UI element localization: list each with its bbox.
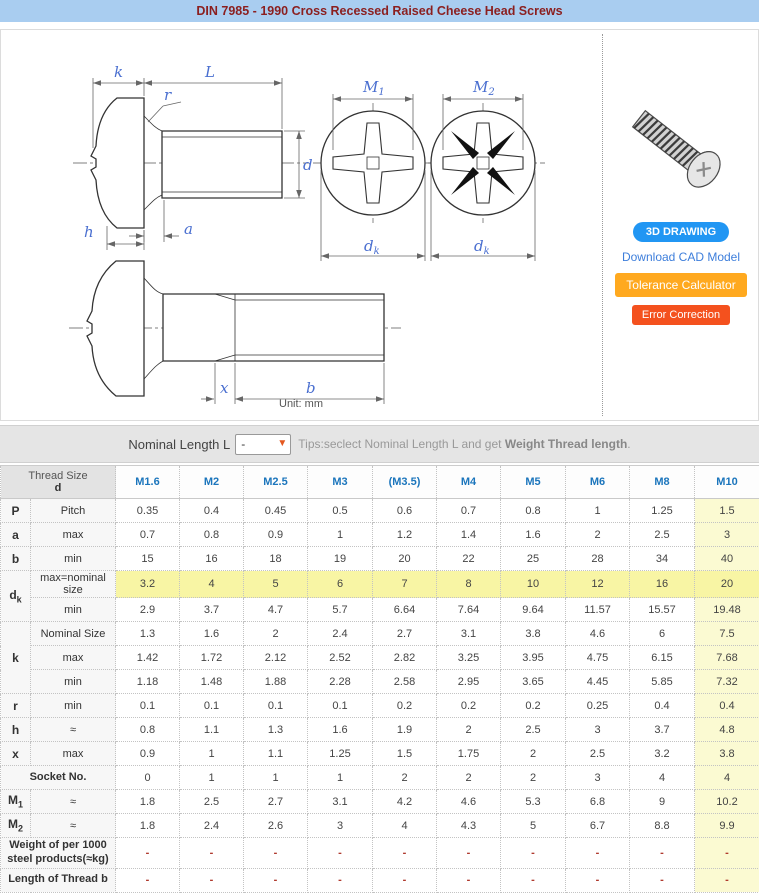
table-cell: 0.4 [695,694,759,718]
tips-prefix: Tips:seclect Nominal Length L and get [298,437,505,451]
side-view-top [73,63,313,250]
nominal-length-select[interactable] [235,434,291,455]
table-cell: 40 [695,547,759,571]
thread-size-line2: d [3,482,113,494]
table-cell: 2.4 [308,622,373,646]
table-cell: 0.2 [437,694,501,718]
table-cell: 7 [373,571,437,598]
table-cell: 0.7 [437,499,501,523]
tips-bold: Weight Thread length [505,437,627,451]
table-cell: - [308,838,373,869]
table-cell: - [244,838,308,869]
table-cell: 0.8 [180,523,244,547]
table-cell: 1.2 [373,523,437,547]
table-cell: 2.5 [566,742,630,766]
row-label: ≈ [31,814,116,838]
table-cell: - [566,868,630,892]
row-label: Length of Thread b [1,868,116,892]
row-label: Weight of per 1000 steel products(≈kg) [1,838,116,869]
row-symbol: $M_2$ [1,814,31,838]
table-cell: 1.25 [630,499,695,523]
download-cad-link[interactable]: Download CAD Model [622,250,740,264]
table-cell: 22 [437,547,501,571]
table-cell: 4.2 [373,790,437,814]
table-cell: 7.5 [695,622,759,646]
table-cell: 2.95 [437,670,501,694]
table-cell: - [501,838,566,869]
column-header: M4 [437,466,501,499]
dim-label-k: k [114,63,123,81]
table-cell: 7.68 [695,646,759,670]
column-header: M2 [180,466,244,499]
table-cell: 3 [566,766,630,790]
table-cell: 7.32 [695,670,759,694]
row-symbol: $M_1$ [1,790,31,814]
table-row [1,499,759,523]
column-header: M10 [695,466,759,499]
table-cell: 3.8 [501,622,566,646]
table-cell: 5 [244,571,308,598]
table-cell: 3.8 [695,742,759,766]
header-row [1,466,759,499]
table-cell: 2 [501,742,566,766]
dim-label-m2: $M_2$ [472,78,495,98]
column-header: M3 [308,466,373,499]
column-header: M1.6 [116,466,180,499]
row-label: Socket No. [1,766,116,790]
table-cell: 2 [437,718,501,742]
table-cell: 2.7 [373,622,437,646]
table-cell: 1.5 [695,499,759,523]
table-cell: 1.4 [437,523,501,547]
table-cell: - [116,868,180,892]
table-cell: 1.8 [116,790,180,814]
table-cell: 0.1 [244,694,308,718]
table-cell: 9 [630,790,695,814]
side-panel [604,30,758,420]
row-symbol: k [1,622,31,694]
spec-table [0,465,759,893]
table-cell: 1 [308,766,373,790]
table-cell: 0.9 [244,523,308,547]
screw-photo [620,102,742,214]
dim-label-a: a [184,220,193,238]
table-cell: 6.7 [566,814,630,838]
column-header: (M3.5) [373,466,437,499]
table-cell: 1.42 [116,646,180,670]
row-label: min [31,547,116,571]
table-cell: 2 [566,523,630,547]
table-cell: - [630,838,695,869]
table-cell: 2 [373,766,437,790]
tips-suffix: . [627,437,630,451]
table-cell: 1.6 [501,523,566,547]
table-cell: 9.64 [501,598,566,622]
dim-label-r: r [164,86,172,104]
table-cell: 4.6 [566,622,630,646]
table-cell: 16 [630,571,695,598]
table-row [1,718,759,742]
table-cell: - [180,868,244,892]
table-cell: 3.1 [437,622,501,646]
head-front-view-pozidriv [425,78,545,261]
table-cell: 6.64 [373,598,437,622]
dim-label-x: x [220,379,229,397]
table-cell: 0.8 [501,499,566,523]
table-cell: 1.25 [308,742,373,766]
table-cell: 1.88 [244,670,308,694]
table-cell: 2.5 [630,523,695,547]
thread-size-line1: Thread Size [3,470,113,482]
table-cell: 0.9 [116,742,180,766]
3d-drawing-button[interactable]: 3D DRAWING [633,222,729,242]
dim-label-b: b [306,379,316,397]
table-cell: - [373,838,437,869]
table-row [1,547,759,571]
row-symbol: b [1,547,31,571]
table-cell: 3.95 [501,646,566,670]
table-cell: 16 [180,547,244,571]
head-front-view-phillips [313,78,435,261]
table-cell: 0.8 [116,718,180,742]
table-cell: 4.75 [566,646,630,670]
table-cell: - [566,838,630,869]
table-cell: 1 [308,523,373,547]
row-label: max [31,742,116,766]
table-cell: - [373,868,437,892]
table-cell: 4.8 [695,718,759,742]
row-label: min [31,670,116,694]
table-cell: 2 [437,766,501,790]
tolerance-calculator-button[interactable]: Tolerance Calculator [615,273,747,297]
tips-text [298,437,630,451]
nominal-length-select-wrap [235,434,291,455]
table-cell: 4.3 [437,814,501,838]
table-cell: 5 [501,814,566,838]
table-cell: 5.7 [308,598,373,622]
table-cell: 4.45 [566,670,630,694]
table-cell: 0.1 [180,694,244,718]
table-cell: 0.6 [373,499,437,523]
table-row [1,694,759,718]
table-cell: 2.4 [180,814,244,838]
nominal-length-bar [0,425,759,463]
table-cell: 0.4 [180,499,244,523]
table-cell: 12 [566,571,630,598]
table-cell: - [308,868,373,892]
table-cell: 3 [566,718,630,742]
table-cell: - [630,868,695,892]
table-cell: 2.58 [373,670,437,694]
table-cell: 18 [244,547,308,571]
dim-label-L: L [204,63,215,81]
table-cell: 1.8 [116,814,180,838]
table-cell: 19.48 [695,598,759,622]
table-cell: 0.1 [116,694,180,718]
table-row [1,742,759,766]
table-cell: 4 [373,814,437,838]
table-cell: 1 [180,766,244,790]
table-cell: 1.3 [116,622,180,646]
row-symbol: h [1,718,31,742]
table-cell: 15.57 [630,598,695,622]
table-cell: 10 [501,571,566,598]
table-cell: 0.2 [373,694,437,718]
table-cell: 2.5 [501,718,566,742]
table-cell: 2.5 [180,790,244,814]
table-cell: 1.6 [180,622,244,646]
dim-label-d: d [303,156,313,174]
table-cell: 4 [695,766,759,790]
table-cell: 9.9 [695,814,759,838]
nominal-length-label: Nominal Length L [128,437,230,452]
table-cell: 1.48 [180,670,244,694]
table-cell: 4.6 [437,790,501,814]
table-cell: 1.5 [373,742,437,766]
table-cell: 2.28 [308,670,373,694]
table-cell: 34 [630,547,695,571]
row-label: max [31,646,116,670]
table-cell: 4.7 [244,598,308,622]
column-header: M8 [630,466,695,499]
column-header: M6 [566,466,630,499]
table-row [1,523,759,547]
table-row [1,622,759,646]
row-label: ≈ [31,718,116,742]
table-cell: 19 [308,547,373,571]
table-cell: 1 [244,766,308,790]
row-symbol: x [1,742,31,766]
table-cell: - [244,868,308,892]
table-cell: 6 [308,571,373,598]
side-view-bottom [69,261,401,404]
table-row [1,868,759,892]
table-cell: - [501,868,566,892]
table-cell: 2.6 [244,814,308,838]
spec-table-body [1,499,759,893]
table-row [1,838,759,869]
page-title: DIN 7985 - 1990 Cross Recessed Raised Cheese Head Screws [0,0,759,22]
table-cell: - [116,838,180,869]
table-row [1,670,759,694]
row-label: min [31,694,116,718]
table-cell: 3.1 [308,790,373,814]
table-cell: - [180,838,244,869]
table-cell: 10.2 [695,790,759,814]
table-cell: 5.85 [630,670,695,694]
table-cell: 1.3 [244,718,308,742]
row-label: Nominal Size [31,622,116,646]
table-row [1,814,759,838]
table-cell: - [437,838,501,869]
table-cell: 3 [695,523,759,547]
table-cell: - [695,868,759,892]
table-cell: 20 [373,547,437,571]
table-cell: 1.1 [244,742,308,766]
error-correction-button[interactable]: Error Correction [632,305,730,325]
table-cell: 15 [116,547,180,571]
table-cell: 6 [630,622,695,646]
row-label: max=nominal size [31,571,116,598]
table-cell: 0.45 [244,499,308,523]
table-cell: 0.25 [566,694,630,718]
table-cell: 20 [695,571,759,598]
table-cell: - [695,838,759,869]
table-row [1,790,759,814]
table-cell: 4 [630,766,695,790]
dim-label-dk-left: $d_k$ [364,237,380,257]
thread-size-header [1,466,116,499]
table-cell: 2.9 [116,598,180,622]
table-cell: 3.2 [630,742,695,766]
table-cell: 0.1 [308,694,373,718]
table-cell: 2.12 [244,646,308,670]
table-cell: 1.9 [373,718,437,742]
drawing-panel [0,29,759,421]
table-cell: 2.52 [308,646,373,670]
table-cell: 0.7 [116,523,180,547]
table-cell: 0.2 [501,694,566,718]
chevron-down-icon: ▼ [277,438,287,449]
table-cell: 1 [180,742,244,766]
row-label: ≈ [31,790,116,814]
table-cell: 5.3 [501,790,566,814]
table-cell: 3.65 [501,670,566,694]
table-cell: 3.25 [437,646,501,670]
table-cell: 25 [501,547,566,571]
dim-label-dk-right: $d_k$ [474,237,490,257]
table-cell: 11.57 [566,598,630,622]
table-cell: 2 [501,766,566,790]
unit-label: Unit: mm [1,398,601,410]
row-label: Pitch [31,499,116,523]
row-symbol: r [1,694,31,718]
table-cell: 1.18 [116,670,180,694]
table-cell: 6.8 [566,790,630,814]
table-cell: 3.7 [630,718,695,742]
table-cell: 3.2 [116,571,180,598]
column-header: M2.5 [244,466,308,499]
table-row [1,571,759,598]
table-cell: 0.5 [308,499,373,523]
row-label: max [31,523,116,547]
table-row [1,766,759,790]
table-cell: 28 [566,547,630,571]
row-symbol: $d_k$ [1,571,31,622]
table-cell: 0.35 [116,499,180,523]
table-cell: 6.15 [630,646,695,670]
dim-label-h: h [84,223,94,241]
table-cell: 2.82 [373,646,437,670]
table-cell: 1 [566,499,630,523]
table-cell: 0.4 [630,694,695,718]
table-cell: - [437,868,501,892]
table-cell: 8 [437,571,501,598]
table-cell: 1.1 [180,718,244,742]
table-cell: 2 [244,622,308,646]
table-cell: 7.64 [437,598,501,622]
table-cell: 1.72 [180,646,244,670]
row-symbol: a [1,523,31,547]
table-cell: 3.7 [180,598,244,622]
column-header: M5 [501,466,566,499]
table-row [1,646,759,670]
table-row [1,598,759,622]
table-cell: 1.6 [308,718,373,742]
table-cell: 2.7 [244,790,308,814]
technical-drawings [1,30,601,420]
row-label: min [31,598,116,622]
table-cell: 8.8 [630,814,695,838]
table-cell: 3 [308,814,373,838]
table-cell: 1.75 [437,742,501,766]
table-cell: 4 [180,571,244,598]
table-cell: 0 [116,766,180,790]
row-symbol: P [1,499,31,523]
panel-divider [602,34,603,416]
dim-label-m1: $M_1$ [362,78,385,98]
